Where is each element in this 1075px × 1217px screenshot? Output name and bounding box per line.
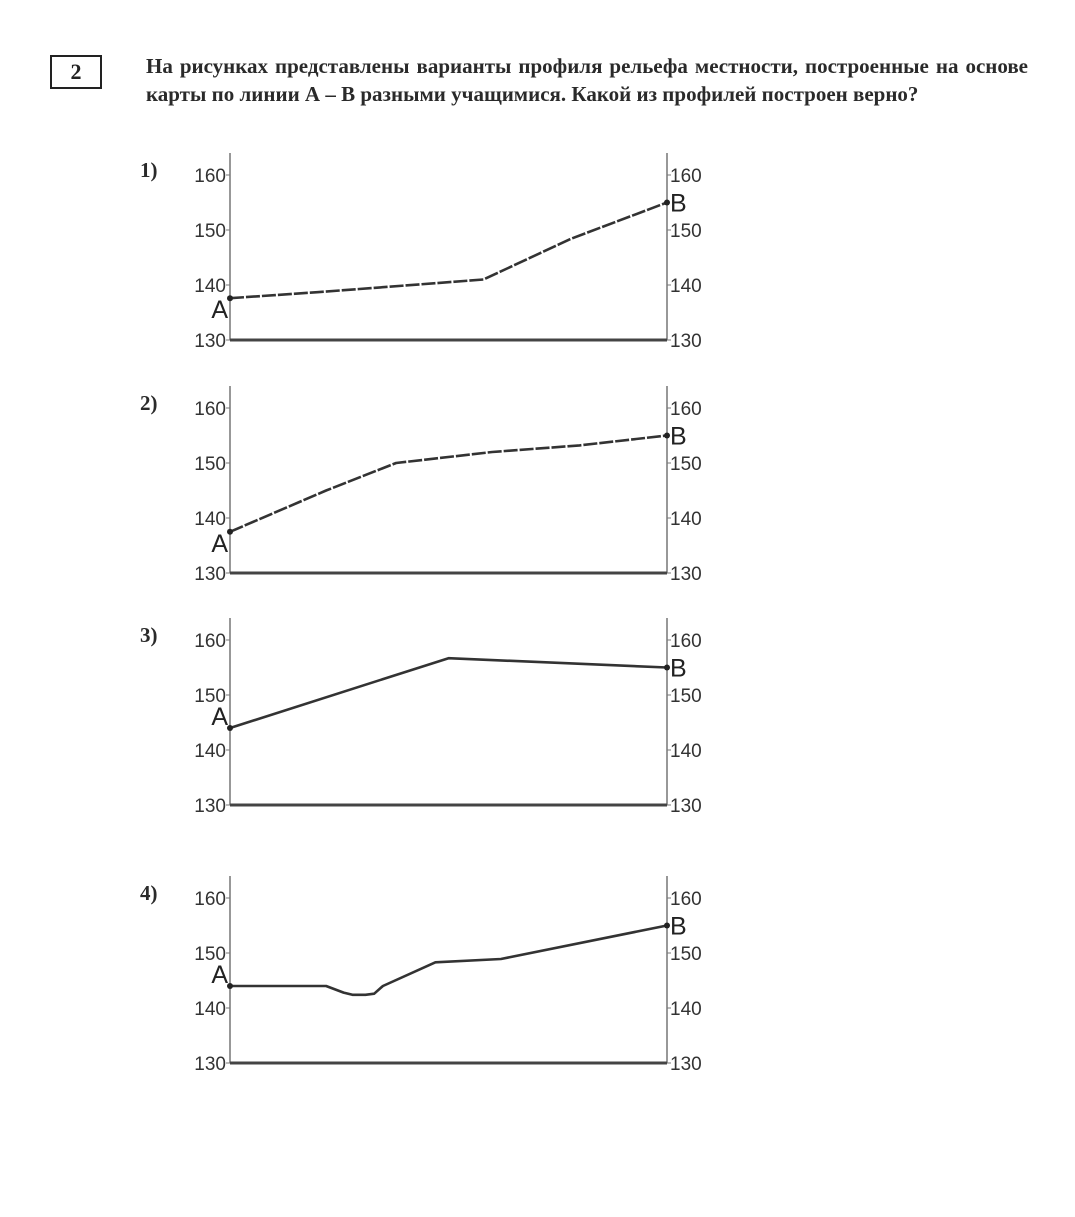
label-a-1: A	[211, 296, 228, 325]
left-tick-label-1-150: 150	[194, 221, 226, 242]
profile-line-2	[230, 436, 667, 532]
right-tick-label-1-150: 150	[670, 221, 702, 242]
label-b-4: B	[670, 912, 687, 941]
left-tick-label-1-130: 130	[194, 331, 226, 352]
right-tick-label-2-160: 160	[670, 399, 702, 420]
left-tick-label-3-130: 130	[194, 796, 226, 817]
left-tick-label-2-140: 140	[194, 509, 226, 530]
option-label-1: 1)	[140, 158, 158, 182]
profile-line-1	[230, 203, 667, 299]
left-tick-label-2-150: 150	[194, 454, 226, 475]
right-tick-label-3-130: 130	[670, 796, 702, 817]
left-tick-label-3-150: 150	[194, 686, 226, 707]
right-tick-label-3-160: 160	[670, 631, 702, 652]
option-label-4: 4)	[140, 881, 158, 905]
label-b-3: B	[670, 654, 687, 683]
profile-line-3	[230, 658, 667, 728]
right-tick-label-1-160: 160	[670, 166, 702, 187]
left-tick-label-3-160: 160	[194, 631, 226, 652]
right-tick-label-3-150: 150	[670, 686, 702, 707]
label-a-3: A	[211, 703, 228, 731]
left-tick-label-4-140: 140	[194, 999, 226, 1020]
label-a-4: A	[211, 961, 228, 989]
question-text: На рисунках представлены варианты профиля рельефа местности, построенные на основе карты по линии А – В разными учащимися. Какой из профилей построен верно?	[146, 54, 1028, 106]
left-tick-label-2-130: 130	[194, 564, 226, 585]
left-tick-label-1-140: 140	[194, 276, 226, 297]
label-a-2: A	[211, 529, 228, 558]
left-tick-label-3-140: 140	[194, 741, 226, 762]
right-tick-label-4-160: 160	[670, 889, 702, 910]
left-tick-label-4-130: 130	[194, 1054, 226, 1075]
right-tick-label-4-140: 140	[670, 999, 702, 1020]
label-b-2: B	[670, 422, 687, 451]
left-tick-label-2-160: 160	[194, 399, 226, 420]
left-tick-label-1-160: 160	[194, 166, 226, 187]
label-b-1: B	[670, 189, 687, 218]
right-tick-label-3-140: 140	[670, 741, 702, 762]
right-tick-label-2-140: 140	[670, 509, 702, 530]
right-tick-label-4-130: 130	[670, 1054, 702, 1075]
option-label-3: 3)	[140, 623, 158, 647]
left-tick-label-4-150: 150	[194, 944, 226, 965]
right-tick-label-4-150: 150	[670, 944, 702, 965]
left-tick-label-4-160: 160	[194, 889, 226, 910]
right-tick-label-2-150: 150	[670, 454, 702, 475]
right-tick-label-2-130: 130	[670, 564, 702, 585]
right-tick-label-1-130: 130	[670, 331, 702, 352]
question-number: 2	[50, 55, 102, 89]
option-label-2: 2)	[140, 391, 158, 415]
right-tick-label-1-140: 140	[670, 276, 702, 297]
profile-line-4	[230, 926, 667, 995]
